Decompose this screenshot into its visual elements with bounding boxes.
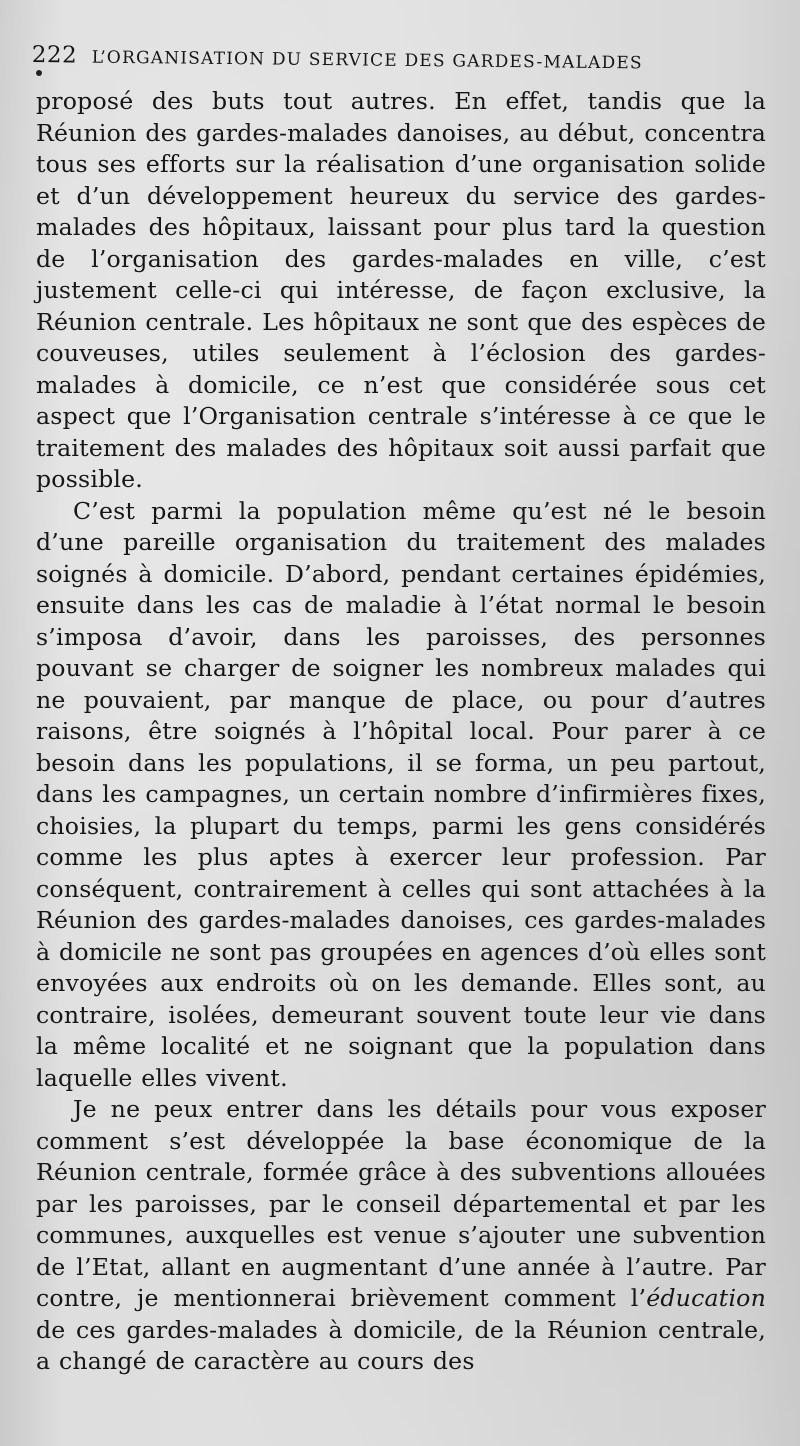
page-header (32, 42, 722, 83)
paragraph-text: Je ne peux entrer dans les détails pour vous exposer comment s’est développée la base économique de la Réunion centrale, formée grâce à des subventions allouées par les paroisses, par le conseil départemental et par les communes, auxquelles est venue s’ajouter une subvention de l’Etat, allant en augmentant d’une année à l’autre. Par contre, je mentionnerai brièvement comment l’ (36, 1095, 766, 1312)
paragraph (36, 496, 766, 1095)
paragraph-text-tail: de ces gardes-malades à domicile, de la Réunion centrale, a changé de caractère au cours des (36, 1315, 766, 1375)
running-head: L’ORGANISATION DU SERVICE DES GARDES-MALADES (91, 47, 643, 74)
paragraph-text: C’est parmi la population même qu’est né le besoin d’une pareille organisation du traitement des malades soignés à domicile. D’abord, pendant certaines épidémies, ensuite dans les cas de maladie à l’état normal le besoin s’imposa d’avoir, dans les paroisses, des personnes pouvant se charger de soigner les nombreux malades qui ne pouvaient, par manque de place, ou pour d’autres raisons, être soignés à l’hôpital local. Pour parer à ce besoin dans les populations, il se forma, un peu partout, dans les campagnes, un certain nombre d’infirmières fixes, choisies, la plupart du temps, parmi les gens considérés comme les plus aptes à exercer leur profession. Par conséquent, contrairement à celles qui sont attachées à la Réunion des gardes-malades danoises, ces gardes-malades à domicile ne sont pas groupées en agences d’où elles sont envoyées aux endroits où on les demande. Elles sont, au contraire, isolées, demeurant souvent toute leur vie dans la même localité et ne soignant que la population dans laquelle elles vivent. (36, 496, 766, 1092)
emphasized-word: éducation (646, 1284, 766, 1312)
paragraph-text: proposé des buts tout autres. En effet, tandis que la Réunion des gardes-malades danoises, au début, concentra tous ses efforts sur la réalisation d’une organisation solide et d’un développement heureux du service des gardes-malades des hôpitaux, laissant pour plus tard la question de l’organisation des gardes-malades en ville, c’est justement celle-ci qui intéresse, de façon exclusive, la Réunion centrale. Les hôpitaux ne sont que des espèces de couveuses, utiles seulement à l’éclosion des gardes-malades à domicile, ce n’est que considérée sous cet aspect que l’Organisation centrale s’intéresse à ce que le traitement des malades des hôpitaux soit aussi parfait que possible. (36, 87, 766, 493)
page-number: 222 (31, 42, 78, 69)
body-text (36, 86, 766, 1378)
paragraph-continuation (36, 86, 766, 496)
paragraph (36, 1094, 766, 1378)
ink-dot-mark (36, 70, 42, 76)
